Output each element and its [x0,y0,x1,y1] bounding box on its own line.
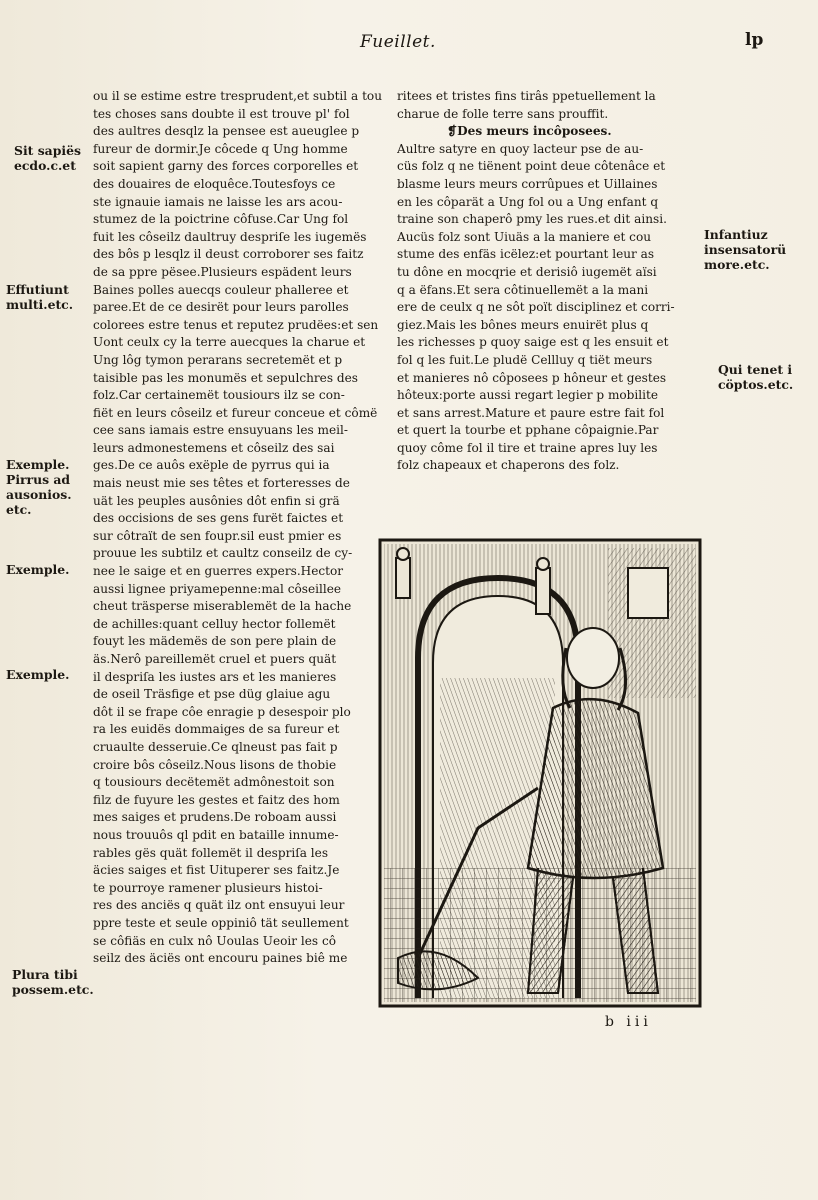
text-line: Ung lôg tymon perarans secretemët et p [93,352,343,367]
margin-note-exemple-3 [6,667,69,682]
text-line: et sans arrest.Mature et paure estre fait fol [397,405,665,420]
text-line: sur côtraït de sen foupr.sil eust pmier es [93,528,342,543]
text-line: de achilles:quant celluy hector follemët [93,616,336,631]
text-line: giez.Mais les bônes meurs enuirët plus q [397,317,649,332]
text-line: de oseil Träsfige et pse düg glaiue agu [93,687,331,702]
margin-note-exemple-2 [6,562,69,577]
margin-note-infantiuz [704,227,786,272]
text-line: Aucüs folz sont Uiuäs a la maniere et cou [397,229,652,244]
text-line: des aultres desqlz la pensee est aueuglee p [93,124,360,139]
text-line: nee le saige et en guerres expers.Hector [93,564,344,579]
text-line: et manieres nô côposees p hôneur et gestes [397,370,667,385]
text-line: en les côparät a Ung fol ou a Ung enfant q [397,194,659,209]
chapter-heading: ❡Des meurs incôposees. [447,124,612,139]
margin-note-text: Qui tenet i cöptos.etc. [718,362,794,392]
left-text-column [93,88,393,968]
text-line: cüs folz q ne tiënent point deue côtenâce et [397,159,666,174]
text-line: soit sapient garny des forces corporelles et [93,159,359,174]
text-line: folz chapeaux et chaperons des folz. [397,458,620,473]
text-line: tu dône en mocqrie et derisiô iugemët aïsi [397,264,657,279]
text-line: ste ignauie iamais ne laisse les ars acou- [93,194,343,209]
text-line: q a ëfans.Et sera côtinuellemët a la mani [397,282,649,297]
margin-note-text: Infantiuz insensatorü more.etc. [704,227,787,272]
text-line: fol q les fuit.Le pludë Cellluy q tiët meurs [397,352,653,367]
margin-note-qui-tenet [718,362,793,392]
margin-note-plura-tibi [12,967,94,997]
text-line: ges.De ce auôs exëple de pyrrus qui ia [93,458,330,473]
text-line: ppre teste et seule oppiniô tät seullement [93,915,349,930]
text-line: fuit les côseilz daultruy despriſe les iugemës [93,229,367,244]
text-line: fouyt les mädemës de son pere plain de [93,634,337,649]
text-line: et quert la tourbe et pphane côpaignie.Par [397,423,659,438]
text-line: il despriſa les iustes ars et les manieres [93,669,337,684]
heading-text: Des meurs incôposees. [457,124,612,139]
text-line: paree.Et de ce desirët pour leurs parolles [93,300,349,315]
text-line: Baines polles auecqs couleur phalleree et [93,282,349,297]
margin-note-text: Plura tibi possem.etc. [12,967,94,997]
text-line: des bôs p lesqlz il deust corroborer ses faitz [93,247,364,262]
text-line: tes choses sans doubte il est trouve pl' fol [93,106,350,121]
margin-note-text: Sit sapiës ecdo.c.et [14,143,81,173]
text-line: stume des enfäs icëlez:et pourtant leur as [397,247,655,262]
text-line: cruaulte desseruie.Ce qlneust pas fait p [93,739,338,754]
text-line: uät les peuples ausônies dôt enfin si grä [93,493,340,508]
text-line: seilz des äciës ont encouru paines biê me [93,951,348,966]
text-line: charue de folle terre sans prouffit. [397,106,609,121]
text-line: ou il se estime estre tresprudent,et subtil a tou [93,89,382,103]
margin-note-sit-sapiens [14,143,81,173]
text-line: croire bôs côseilz.Nous lisons de thobie [93,757,337,772]
signature-mark: b iii [605,1014,652,1030]
margin-note-text: Exemple. [6,562,70,577]
folio-number: lp [745,30,764,50]
text-line: fiët en leurs côseilz et fureur conceue et cômë [93,405,378,420]
margin-note-pirrus [6,457,72,517]
text-line: aussi lignee priyamepenne:mal côseillee [93,581,342,596]
text-line: ritees et tristes fins tirâs ppetuellement la [397,89,656,103]
margin-note-text: Exemple. [6,667,70,682]
text-line: hôteux:porte aussi regart legier p mobilite [397,388,659,403]
text-line: dôt il se frape côe enragie p desespoir plo [93,704,351,719]
text-line: folz.Car certainemët tousiours ilz se con- [93,388,345,403]
text-line: Uont ceulx cy la terre auecques la charue et [93,335,366,350]
text-line: blasme leurs meurs corrûpues et Uillaines [397,176,658,191]
text-line: filz de fuyure les gestes et faitz des hom [93,792,340,807]
text-line: q tousiours decëtemët admônestoit son [93,775,335,790]
text-line: prouue les subtilz et caultz conseilz de cy- [93,546,353,561]
text-line: leurs admonestemens et côseilz des sai [93,440,335,455]
text-line: cee sans iamais estre ensuyuans les meil- [93,423,349,438]
right-text-column [397,88,697,475]
text-line: taisible pas les monumës et sepulchres des [93,370,358,385]
text-line: mes saiges et prudens.De roboam aussi [93,810,337,825]
text-line: rables gës quät follemët il despriſa les [93,845,329,860]
right-column-body [397,141,697,475]
text-line: ra les euidës dommaiges de sa fureur et [93,722,340,737]
text-line: te pourroye ramener plusieurs histoi- [93,880,323,895]
text-line: des occisions de ses gens furët faictes et [93,511,344,526]
text-line: se côfiäs en culx nô Uoulas Ueoir les cô [93,933,337,948]
text-line: ere de ceulx q ne sôt poït disciplinez et corri- [397,300,675,315]
margin-note-text: Exemple. Pirrus ad ausonios. etc. [6,457,72,517]
margin-note-text: Effutiunt multi.etc. [6,282,74,312]
text-line: des douaires de eloquêce.Toutesfoys ce [93,176,336,191]
text-line: quoy côme fol il tire et traine apres luy les [397,440,658,455]
text-line: res des anciës q quät ilz ont ensuyui leur [93,898,345,913]
text-line: äs.Nerô pareillemët cruel et puers quät [93,652,337,666]
text-line: stumez de la poictrine côfuse.Car Ung fol [93,212,349,227]
text-line: nous trouuôs ql pdit en bataille innume- [93,827,339,842]
text-line: mais neust mie ses têtes et forteresses de [93,476,350,491]
margin-note-effutiunt [6,282,73,312]
running-title: Fueillet. [360,32,436,52]
text-line: fureur de dormir.Je côcede q Ung homme [93,141,348,156]
text-line: cheut träsperse miserablemët de la hache [93,599,352,614]
text-line: äcies saiges et fist Uituperer ses faitz.Je [93,863,340,878]
woodcut-illustration [378,538,702,1008]
text-line: colorees estre tenus et reputez prudëes:et sen [93,317,379,332]
right-column-top [397,88,697,123]
text-line: de sa ppre pësee.Plusieurs espädent leurs [93,264,352,279]
text-line: les richesses p quoy saige est q les ensuit et [397,335,669,350]
text-line: Aultre satyre en quoy lacteur pse de au- [397,141,644,156]
text-line: traine son chaperô pmy les rues.et dit ainsi. [397,212,667,227]
